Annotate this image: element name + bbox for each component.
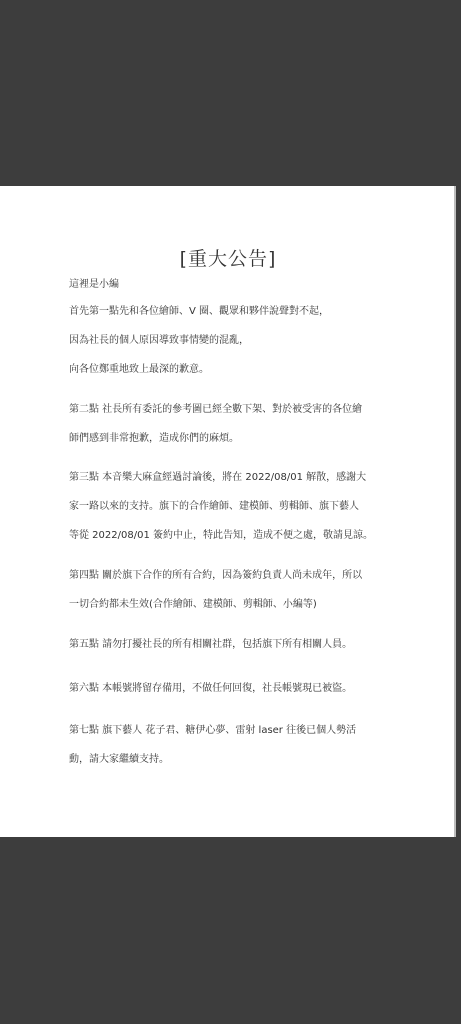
paragraph-point-2 <box>69 395 391 453</box>
text-line: 家一路以來的支持。旗下的合作繪師、建模師、剪輯師、旗下藝人 <box>69 501 359 512</box>
text-line: 向各位鄭重地致上最深的歉意。 <box>69 364 209 375</box>
text-line: 第三點 本音樂大麻盒經過討論後，將在 2022/08/01 解散，感謝大 <box>69 472 367 483</box>
text-line: 第五點 請勿打擾社長的所有相關社群，包括旗下所有相關人員。 <box>69 639 353 650</box>
text-line: 一切合約都未生效(合作繪師、建模師、剪輯師、小編等) <box>69 599 317 610</box>
top-background-band <box>0 0 461 186</box>
paragraph-point-4 <box>69 561 391 619</box>
paragraph-greeting <box>69 270 391 299</box>
text-line: 因為社長的個人原因導致事情變的混亂， <box>69 335 249 346</box>
paragraph-apology <box>69 297 391 384</box>
text-line: 動，請大家繼續支持。 <box>69 754 169 765</box>
text-line: 第六點 本帳號將留存備用，不做任何回復，社長帳號現已被盜。 <box>69 683 353 694</box>
text-line: 這裡是小編 <box>69 279 119 290</box>
text-line: 第七點 旗下藝人 花子君、糖伊心夢、雷射 laser 往後已個人勢活 <box>69 725 357 736</box>
bottom-background-band <box>0 837 461 1024</box>
paragraph-point-6 <box>69 674 391 703</box>
document-title: [重大公告] <box>179 248 277 270</box>
text-line: 第四點 關於旗下合作的所有合約，因為簽約負責人尚未成年，所以 <box>69 570 363 581</box>
text-line: 等從 2022/08/01 簽約中止，特此告知，造成不便之處，敬請見諒。 <box>69 530 373 541</box>
document-page <box>0 186 456 837</box>
text-line: 第二點 社長所有委託的參考圖已經全數下架、對於被受害的各位繪 <box>69 404 363 415</box>
text-line: 師們感到非常抱歉，造成你們的麻煩。 <box>69 433 239 444</box>
paragraph-point-7 <box>69 716 391 774</box>
paragraph-point-5 <box>69 630 391 659</box>
text-line: 首先第一點先和各位繪師、V 圈、觀眾和夥伴說聲對不起， <box>69 306 330 317</box>
paragraph-point-3 <box>69 463 391 550</box>
